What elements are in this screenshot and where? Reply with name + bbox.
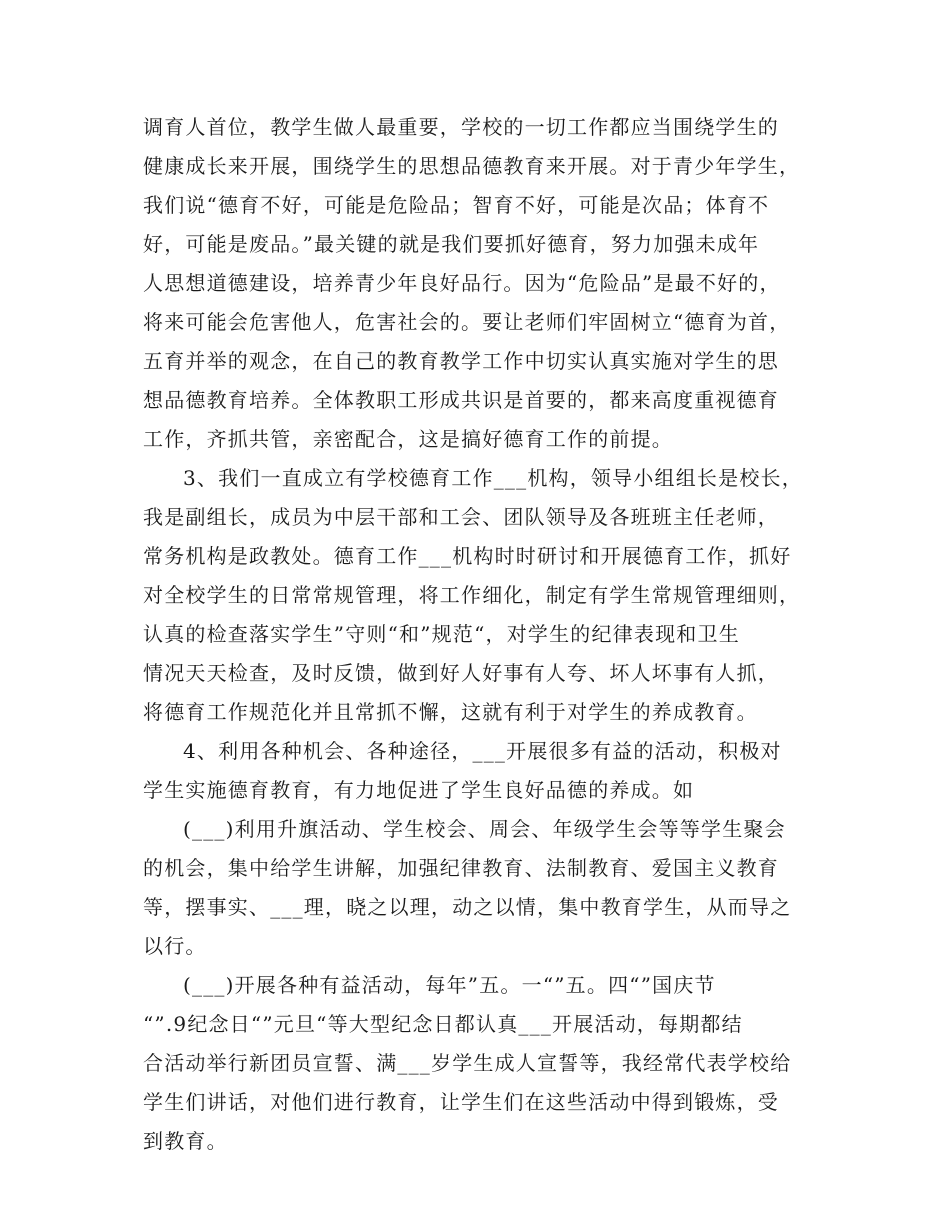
text-line: 合活动举行新团员宣誓、满___岁学生成人宣誓等，我经常代表学校给 <box>143 1051 792 1075</box>
text-line: 人思想道德建设，培养青少年良好品行。因为“危险品”是最不好的， <box>143 271 781 295</box>
text-line: 健康成长来开展，围绕学生的思想品德教育来开展。对于青少年学生， <box>143 154 801 178</box>
paragraph-start-line: (___)利用升旗活动、学生校会、周会、年级学生会等等学生聚会 <box>183 817 786 841</box>
text-line: 到教育。 <box>143 1129 228 1153</box>
text-line: 五育并举的观念，在自己的教育教学工作中切实认真实施对学生的思 <box>143 349 779 373</box>
text-line: 学生实施德育教育，有力地促进了学生良好品德的养成。如 <box>143 778 695 802</box>
text-line: 将来可能会危害他人，危害社会的。要让老师们牢固树立“德育为首， <box>143 310 791 334</box>
text-line: 以行。 <box>143 934 207 958</box>
paragraph-start-line: 4、利用各种机会、各种途径，___开展很多有益的活动，积极对 <box>183 739 782 763</box>
text-line: 工作，齐抓共管，亲密配合，这是搞好德育工作的前提。 <box>143 427 673 451</box>
text-line: 情况天天检查，及时反馈，做到好人好事有人夸、坏人坏事有人抓， <box>143 661 779 685</box>
paragraph-start-line: 3、我们一直成立有学校德育工作___机构，领导小组组长是校长， <box>183 466 803 490</box>
text-line: 对全校学生的日常常规管理，将工作细化，制定有学生常规管理细则， <box>143 583 801 607</box>
text-line: 我是副组长，成员为中层干部和工会、团队领导及各班班主任老师， <box>143 505 779 529</box>
text-line: 等，摆事实、___理，晓之以理，动之以情，集中教育学生，从而导之 <box>143 895 792 919</box>
text-line: 调育人首位，教学生做人最重要，学校的一切工作都应当围绕学生的 <box>143 115 779 139</box>
text-line: 常务机构是政教处。德育工作___机构时时研讨和开展德育工作，抓好 <box>143 544 792 568</box>
text-line: 将德育工作规范化并且常抓不懈，这就有利于对学生的养成教育。 <box>143 700 758 724</box>
text-line: 学生们讲话，对他们进行教育，让学生们在这些活动中得到锻炼，受 <box>143 1090 779 1114</box>
document-body <box>143 108 843 1161</box>
paragraph-start-line: (___)开展各种有益活动，每年”五。一“”五。四“”国庆节 <box>183 973 716 997</box>
text-line: 认真的检查落实学生”守则“和”规范“，对学生的纪律表现和卫生 <box>143 622 740 646</box>
text-line: 我们说“德育不好，可能是危险品；智育不好，可能是次品；体育不 <box>143 193 770 217</box>
text-line: “”.9纪念日“”元旦“等大型纪念日都认真___开展活动，每期都结 <box>143 1012 743 1036</box>
text-line: 想品德教育培养。全体教职工形成共识是首要的，都来高度重视德育 <box>143 388 779 412</box>
text-line: 的机会，集中给学生讲解，加强纪律教育、法制教育、爱国主义教育 <box>143 856 779 880</box>
text-line: 好，可能是废品。”最关键的就是我们要抓好德育，努力加强未成年 <box>143 232 760 256</box>
